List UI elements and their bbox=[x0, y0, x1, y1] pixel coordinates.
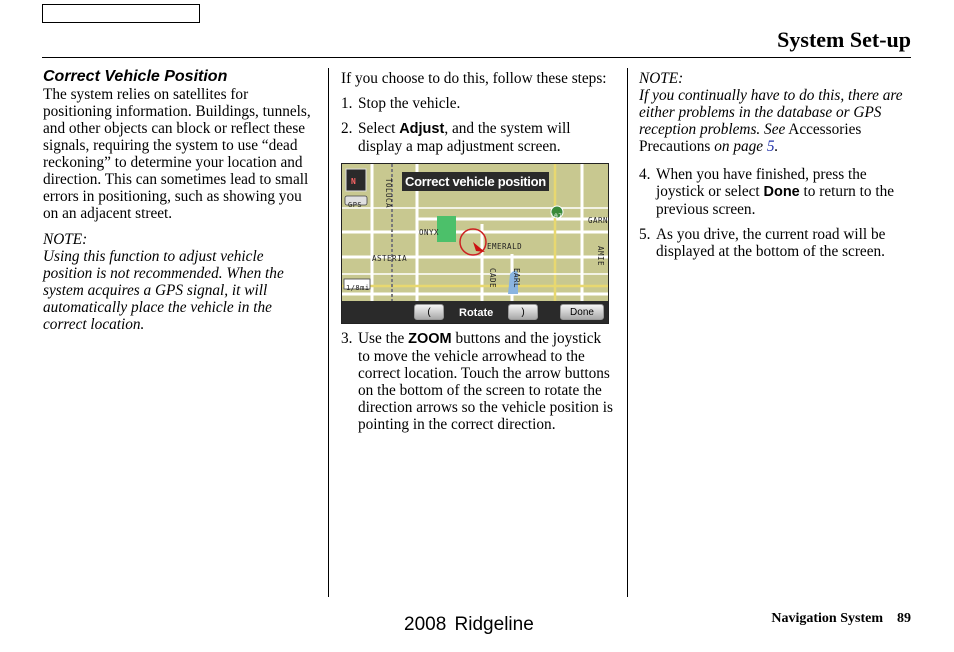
street-label: AMIE bbox=[596, 246, 605, 267]
step-number: 4. bbox=[639, 166, 651, 183]
header-tab-box bbox=[42, 4, 200, 23]
column-1 bbox=[43, 68, 315, 333]
footer-section: Navigation System 89 bbox=[771, 611, 911, 626]
step-number: 3. bbox=[341, 330, 353, 347]
note-text: If you continually have to do this, there are either problems in the database or GPS reception problems. See Accessories Precautions on page 5. bbox=[639, 87, 903, 155]
page-number: 89 bbox=[897, 611, 911, 626]
adjust-keyword: Adjust bbox=[399, 121, 445, 137]
rotate-label: Rotate bbox=[459, 307, 494, 319]
step-5 bbox=[639, 226, 911, 260]
column-divider-1 bbox=[328, 68, 329, 597]
map-scale[interactable]: 1/8mi bbox=[346, 284, 370, 292]
north-indicator[interactable]: N bbox=[351, 177, 357, 186]
section-heading: Correct Vehicle Position bbox=[43, 68, 228, 85]
note-text: Using this function to adjust vehicle position is not recommended. When the system acquires a GPS signal, it will automatically place the vehicle in the correct location. bbox=[43, 248, 284, 333]
step-1 bbox=[341, 95, 613, 112]
step-text: Use the ZOOM buttons and the joystick to move the vehicle arrowhead to the correct location. Touch the arrow buttons on the bottom of the screen to rotate the direction arrows so the vehicle position is pointing in the correct direction. bbox=[358, 330, 613, 433]
done-button[interactable]: Done bbox=[560, 304, 604, 320]
header-rule bbox=[42, 57, 911, 58]
step-text: Stop the vehicle. bbox=[358, 95, 461, 112]
step-4 bbox=[639, 166, 911, 218]
page-link[interactable]: 5 bbox=[766, 138, 775, 155]
street-label: EMERALD bbox=[487, 242, 523, 251]
step-text: When you have finished, press the joystick or select Done to return to the previous screen. bbox=[656, 166, 895, 218]
street-label: CADE bbox=[488, 268, 497, 289]
map-adjustment-screen bbox=[341, 163, 609, 324]
step-text: Select Adjust, and the system will display a map adjustment screen. bbox=[358, 120, 571, 155]
intro-paragraph: The system relies on satellites for positioning information. Buildings, tunnels, and other objects can block or reflect these signals, requiring the system to use “dead reckoning” to determine your location and direction. This can sometimes lead to small errors in positioning, such as showing you on an adjacent street. bbox=[43, 86, 311, 222]
note-label: NOTE: bbox=[43, 231, 88, 248]
step-2 bbox=[341, 120, 613, 155]
gps-badge: GPS bbox=[348, 201, 363, 209]
accessories-precautions-ref: Accessories Precautions bbox=[639, 121, 862, 155]
footer-model: 2008 Ridgeline bbox=[404, 614, 534, 635]
street-label: ONYX bbox=[419, 228, 440, 237]
step-number: 5. bbox=[639, 226, 651, 243]
step-number: 1. bbox=[341, 95, 353, 112]
column-divider-2 bbox=[627, 68, 628, 597]
section-title: System Set-up bbox=[777, 27, 911, 52]
zoom-keyword: ZOOM bbox=[408, 331, 452, 347]
route-shield-icon: 107 bbox=[550, 213, 563, 220]
rotate-right-button[interactable]: ) bbox=[508, 304, 538, 320]
step-text: As you drive, the current road will be displayed at the bottom of the screen. bbox=[656, 226, 886, 260]
note-label: NOTE: bbox=[639, 70, 684, 87]
column-3 bbox=[639, 70, 911, 260]
rotate-left-button[interactable]: ( bbox=[414, 304, 444, 320]
steps-intro: If you choose to do this, follow these steps: bbox=[341, 70, 607, 87]
street-label: ASTERIA bbox=[372, 254, 408, 263]
map-button-bar bbox=[342, 301, 608, 323]
street-label: TOLUCA bbox=[384, 178, 393, 209]
step-number: 2. bbox=[341, 120, 353, 137]
street-label: EARL bbox=[512, 268, 521, 289]
done-keyword: Done bbox=[763, 184, 800, 200]
column-2 bbox=[341, 70, 613, 433]
street-label: GARN bbox=[588, 216, 609, 225]
step-3 bbox=[341, 330, 613, 433]
screen-title: Correct vehicle position bbox=[402, 172, 549, 191]
